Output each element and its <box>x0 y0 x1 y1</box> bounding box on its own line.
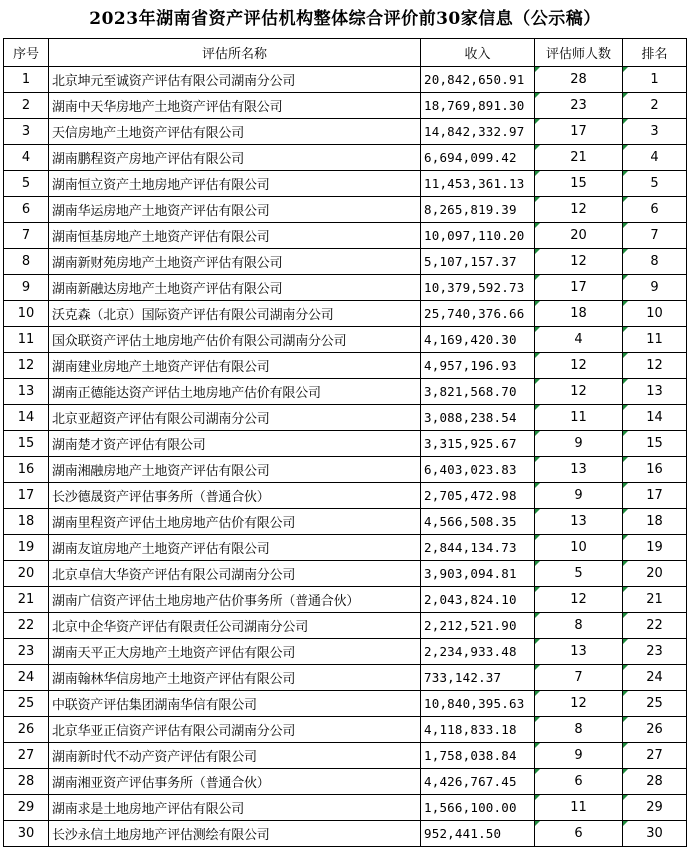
table-row <box>4 561 687 587</box>
cell-rank[interactable]: 26 <box>623 717 687 743</box>
header-appraiser-count[interactable]: 评估师人数 <box>535 39 623 67</box>
cell-appraiser-count[interactable]: 12 <box>535 249 623 275</box>
cell-appraiser-count[interactable]: 12 <box>535 379 623 405</box>
cell-rank[interactable]: 13 <box>623 379 687 405</box>
cell-firm-name[interactable]: 湖南华运房地产土地资产评估有限公司 <box>49 197 421 223</box>
cell-revenue[interactable]: 4,566,508.35 <box>421 509 535 535</box>
cell-appraiser-count[interactable]: 13 <box>535 457 623 483</box>
table-row <box>4 457 687 483</box>
cell-rank[interactable]: 21 <box>623 587 687 613</box>
cell-firm-name[interactable]: 北京坤元至诚资产评估有限公司湖南分公司 <box>49 67 421 93</box>
ranking-table <box>3 38 687 847</box>
cell-appraiser-count[interactable]: 9 <box>535 483 623 509</box>
table-row <box>4 327 687 353</box>
cell-rank[interactable]: 6 <box>623 197 687 223</box>
cell-rank[interactable]: 22 <box>623 613 687 639</box>
cell-rank[interactable]: 8 <box>623 249 687 275</box>
cell-rank[interactable]: 14 <box>623 405 687 431</box>
cell-appraiser-count[interactable]: 12 <box>535 691 623 717</box>
cell-firm-name[interactable]: 湖南建业房地产土地资产评估有限公司 <box>49 353 421 379</box>
cell-revenue[interactable]: 14,842,332.97 <box>421 119 535 145</box>
cell-firm-name[interactable]: 湖南里程资产评估土地房地产估价有限公司 <box>49 509 421 535</box>
cell-revenue[interactable]: 4,957,196.93 <box>421 353 535 379</box>
cell-revenue[interactable]: 2,212,521.90 <box>421 613 535 639</box>
cell-index[interactable]: 14 <box>4 405 49 431</box>
table-row <box>4 665 687 691</box>
cell-appraiser-count[interactable]: 9 <box>535 431 623 457</box>
header-firm-name[interactable]: 评估所名称 <box>49 39 421 67</box>
cell-firm-name[interactable]: 湖南翰林华信房地产土地资产评估有限公司 <box>49 665 421 691</box>
cell-appraiser-count[interactable]: 23 <box>535 93 623 119</box>
table-row <box>4 93 687 119</box>
cell-index[interactable]: 19 <box>4 535 49 561</box>
cell-firm-name[interactable]: 湖南恒立资产土地房地产评估有限公司 <box>49 171 421 197</box>
cell-appraiser-count[interactable]: 17 <box>535 119 623 145</box>
table-row <box>4 353 687 379</box>
cell-rank[interactable]: 16 <box>623 457 687 483</box>
cell-rank[interactable]: 27 <box>623 743 687 769</box>
cell-index[interactable]: 3 <box>4 119 49 145</box>
cell-appraiser-count[interactable]: 28 <box>535 67 623 93</box>
cell-revenue[interactable]: 18,769,891.30 <box>421 93 535 119</box>
cell-firm-name[interactable]: 湖南新时代不动产资产评估有限公司 <box>49 743 421 769</box>
cell-firm-name[interactable]: 北京华亚正信资产评估有限公司湖南分公司 <box>49 717 421 743</box>
cell-firm-name[interactable]: 湖南友谊房地产土地资产评估有限公司 <box>49 535 421 561</box>
cell-revenue[interactable]: 3,315,925.67 <box>421 431 535 457</box>
cell-revenue[interactable]: 4,118,833.18 <box>421 717 535 743</box>
cell-firm-name[interactable]: 湖南中天华房地产土地资产评估有限公司 <box>49 93 421 119</box>
cell-appraiser-count[interactable]: 6 <box>535 821 623 847</box>
cell-rank[interactable]: 3 <box>623 119 687 145</box>
cell-revenue[interactable]: 4,169,420.30 <box>421 327 535 353</box>
table-row <box>4 509 687 535</box>
cell-index[interactable]: 24 <box>4 665 49 691</box>
cell-index[interactable]: 17 <box>4 483 49 509</box>
cell-firm-name[interactable]: 中联资产评估集团湖南华信有限公司 <box>49 691 421 717</box>
cell-revenue[interactable]: 11,453,361.13 <box>421 171 535 197</box>
cell-rank[interactable]: 10 <box>623 301 687 327</box>
cell-revenue[interactable]: 3,821,568.70 <box>421 379 535 405</box>
cell-appraiser-count[interactable]: 9 <box>535 743 623 769</box>
cell-rank[interactable]: 23 <box>623 639 687 665</box>
cell-index[interactable]: 10 <box>4 301 49 327</box>
header-revenue[interactable]: 收入 <box>421 39 535 67</box>
cell-firm-name[interactable]: 北京中企华资产评估有限责任公司湖南分公司 <box>49 613 421 639</box>
cell-index[interactable]: 16 <box>4 457 49 483</box>
table-row <box>4 301 687 327</box>
cell-firm-name[interactable]: 长沙德晟资产评估事务所（普通合伙） <box>49 483 421 509</box>
cell-firm-name[interactable]: 湖南恒基房地产土地资产评估有限公司 <box>49 223 421 249</box>
cell-revenue[interactable]: 733,142.37 <box>421 665 535 691</box>
cell-index[interactable]: 29 <box>4 795 49 821</box>
cell-firm-name[interactable]: 天信房地产土地资产评估有限公司 <box>49 119 421 145</box>
cell-index[interactable]: 20 <box>4 561 49 587</box>
cell-index[interactable]: 23 <box>4 639 49 665</box>
cell-index[interactable]: 4 <box>4 145 49 171</box>
cell-rank[interactable]: 28 <box>623 769 687 795</box>
cell-appraiser-count[interactable]: 11 <box>535 405 623 431</box>
cell-index[interactable]: 13 <box>4 379 49 405</box>
cell-revenue[interactable]: 6,403,023.83 <box>421 457 535 483</box>
cell-revenue[interactable]: 2,705,472.98 <box>421 483 535 509</box>
cell-appraiser-count[interactable]: 12 <box>535 587 623 613</box>
cell-index[interactable]: 21 <box>4 587 49 613</box>
cell-revenue[interactable]: 5,107,157.37 <box>421 249 535 275</box>
cell-firm-name[interactable]: 湖南鹏程资产房地产评估有限公司 <box>49 145 421 171</box>
cell-appraiser-count[interactable]: 15 <box>535 171 623 197</box>
cell-rank[interactable]: 7 <box>623 223 687 249</box>
cell-index[interactable]: 6 <box>4 197 49 223</box>
cell-firm-name[interactable]: 湖南求是土地房地产评估有限公司 <box>49 795 421 821</box>
table-row <box>4 821 687 847</box>
cell-rank[interactable]: 1 <box>623 67 687 93</box>
cell-revenue[interactable]: 10,379,592.73 <box>421 275 535 301</box>
cell-appraiser-count[interactable]: 10 <box>535 535 623 561</box>
cell-appraiser-count[interactable]: 17 <box>535 275 623 301</box>
cell-firm-name[interactable]: 北京亚超资产评估有限公司湖南分公司 <box>49 405 421 431</box>
cell-rank[interactable]: 18 <box>623 509 687 535</box>
table-row <box>4 431 687 457</box>
cell-index[interactable]: 27 <box>4 743 49 769</box>
cell-appraiser-count[interactable]: 6 <box>535 769 623 795</box>
cell-firm-name[interactable]: 湖南湘融房地产土地资产评估有限公司 <box>49 457 421 483</box>
cell-rank[interactable]: 24 <box>623 665 687 691</box>
cell-rank[interactable]: 5 <box>623 171 687 197</box>
cell-index[interactable]: 25 <box>4 691 49 717</box>
cell-index[interactable]: 8 <box>4 249 49 275</box>
cell-appraiser-count[interactable]: 12 <box>535 197 623 223</box>
cell-index[interactable]: 9 <box>4 275 49 301</box>
cell-revenue[interactable]: 3,903,094.81 <box>421 561 535 587</box>
cell-appraiser-count[interactable]: 13 <box>535 509 623 535</box>
table-row <box>4 717 687 743</box>
cell-rank[interactable]: 4 <box>623 145 687 171</box>
cell-firm-name[interactable]: 北京卓信大华资产评估有限公司湖南分公司 <box>49 561 421 587</box>
cell-rank[interactable]: 19 <box>623 535 687 561</box>
cell-revenue[interactable]: 2,043,824.10 <box>421 587 535 613</box>
cell-revenue[interactable]: 10,840,395.63 <box>421 691 535 717</box>
cell-revenue[interactable]: 1,758,038.84 <box>421 743 535 769</box>
cell-rank[interactable]: 11 <box>623 327 687 353</box>
cell-appraiser-count[interactable]: 12 <box>535 353 623 379</box>
cell-revenue[interactable]: 25,740,376.66 <box>421 301 535 327</box>
cell-firm-name[interactable]: 沃克森（北京）国际资产评估有限公司湖南分公司 <box>49 301 421 327</box>
table-row <box>4 67 687 93</box>
table-row <box>4 743 687 769</box>
cell-index[interactable]: 28 <box>4 769 49 795</box>
cell-appraiser-count[interactable]: 8 <box>535 717 623 743</box>
table-row <box>4 223 687 249</box>
cell-index[interactable]: 1 <box>4 67 49 93</box>
cell-rank[interactable]: 20 <box>623 561 687 587</box>
cell-appraiser-count[interactable]: 7 <box>535 665 623 691</box>
cell-index[interactable]: 11 <box>4 327 49 353</box>
table-row <box>4 405 687 431</box>
table-row <box>4 197 687 223</box>
cell-appraiser-count[interactable]: 11 <box>535 795 623 821</box>
cell-appraiser-count[interactable]: 13 <box>535 639 623 665</box>
table-row <box>4 119 687 145</box>
cell-rank[interactable]: 25 <box>623 691 687 717</box>
cell-firm-name[interactable]: 湖南天平正大房地产土地资产评估有限公司 <box>49 639 421 665</box>
cell-firm-name[interactable]: 湖南正德能达资产评估土地房地产估价有限公司 <box>49 379 421 405</box>
cell-firm-name[interactable]: 湖南新融达房地产土地资产评估有限公司 <box>49 275 421 301</box>
table-row <box>4 379 687 405</box>
cell-firm-name[interactable]: 湖南湘亚资产评估事务所（普通合伙） <box>49 769 421 795</box>
cell-index[interactable]: 12 <box>4 353 49 379</box>
cell-appraiser-count[interactable]: 18 <box>535 301 623 327</box>
cell-index[interactable]: 26 <box>4 717 49 743</box>
table-row <box>4 769 687 795</box>
cell-appraiser-count[interactable]: 21 <box>535 145 623 171</box>
cell-rank[interactable]: 17 <box>623 483 687 509</box>
sheet-title: 2023年湖南省资产评估机构整体综合评价前30家信息（公示稿） <box>89 9 601 29</box>
cell-appraiser-count[interactable]: 20 <box>535 223 623 249</box>
cell-index[interactable]: 2 <box>4 93 49 119</box>
cell-index[interactable]: 30 <box>4 821 49 847</box>
table-row <box>4 483 687 509</box>
cell-firm-name[interactable]: 湖南楚才资产评估有限公司 <box>49 431 421 457</box>
cell-revenue[interactable]: 2,234,933.48 <box>421 639 535 665</box>
cell-firm-name[interactable]: 长沙永信土地房地产评估测绘有限公司 <box>49 821 421 847</box>
table-row <box>4 795 687 821</box>
cell-revenue[interactable]: 6,694,099.42 <box>421 145 535 171</box>
table-row <box>4 691 687 717</box>
header-row <box>4 39 687 67</box>
cell-revenue[interactable]: 2,844,134.73 <box>421 535 535 561</box>
table-body <box>4 67 687 847</box>
cell-index[interactable]: 5 <box>4 171 49 197</box>
table-row <box>4 639 687 665</box>
cell-revenue[interactable]: 8,265,819.39 <box>421 197 535 223</box>
cell-revenue[interactable]: 20,842,650.91 <box>421 67 535 93</box>
cell-index[interactable]: 7 <box>4 223 49 249</box>
cell-rank[interactable]: 12 <box>623 353 687 379</box>
cell-appraiser-count[interactable]: 8 <box>535 613 623 639</box>
cell-rank[interactable]: 9 <box>623 275 687 301</box>
table-row <box>4 145 687 171</box>
cell-index[interactable]: 18 <box>4 509 49 535</box>
cell-firm-name[interactable]: 湖南新财苑房地产土地资产评估有限公司 <box>49 249 421 275</box>
table-row <box>4 535 687 561</box>
cell-appraiser-count[interactable]: 4 <box>535 327 623 353</box>
table-row <box>4 171 687 197</box>
cell-rank[interactable]: 29 <box>623 795 687 821</box>
cell-revenue[interactable]: 1,566,100.00 <box>421 795 535 821</box>
cell-rank[interactable]: 15 <box>623 431 687 457</box>
cell-index[interactable]: 15 <box>4 431 49 457</box>
table-row <box>4 275 687 301</box>
cell-index[interactable]: 22 <box>4 613 49 639</box>
cell-revenue[interactable]: 10,097,110.20 <box>421 223 535 249</box>
cell-revenue[interactable]: 4,426,767.45 <box>421 769 535 795</box>
header-rank[interactable]: 排名 <box>623 39 687 67</box>
cell-rank[interactable]: 2 <box>623 93 687 119</box>
cell-revenue[interactable]: 3,088,238.54 <box>421 405 535 431</box>
table-row <box>4 613 687 639</box>
cell-firm-name[interactable]: 湖南广信资产评估土地房地产估价事务所（普通合伙） <box>49 587 421 613</box>
table-row <box>4 587 687 613</box>
cell-firm-name[interactable]: 国众联资产评估土地房地产估价有限公司湖南分公司 <box>49 327 421 353</box>
header-index[interactable]: 序号 <box>4 39 49 67</box>
cell-revenue[interactable]: 952,441.50 <box>421 821 535 847</box>
table-row <box>4 249 687 275</box>
cell-rank[interactable]: 30 <box>623 821 687 847</box>
cell-appraiser-count[interactable]: 5 <box>535 561 623 587</box>
